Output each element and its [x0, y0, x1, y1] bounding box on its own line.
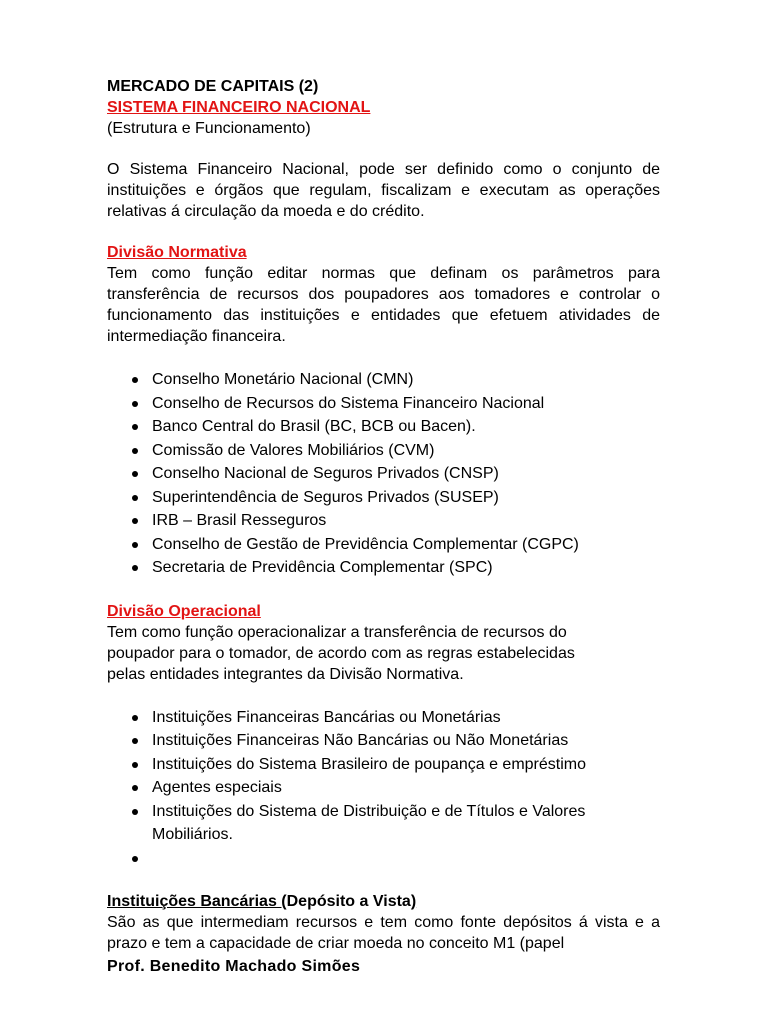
list-item: IRB – Brasil Resseguros: [107, 509, 660, 533]
bullet-icon: [132, 809, 138, 815]
document-title: MERCADO DE CAPITAIS (2): [107, 78, 319, 95]
bullet-icon: [132, 762, 138, 768]
footer-author: Prof. Benedito Machado Simões: [107, 958, 361, 975]
operacional-line-3: pelas entidades integrantes da Divisão Normativa.: [107, 665, 464, 683]
list-item: [107, 847, 660, 871]
list-item: Conselho de Gestão de Previdência Complementar (CGPC): [107, 533, 660, 557]
operacional-line-1: Tem como função operacionalizar a transferência de recursos do: [107, 623, 567, 641]
normativa-list: [107, 368, 660, 580]
document-subtitle: SISTEMA FINANCEIRO NACIONAL: [107, 99, 371, 116]
normativa-paragraph: Tem como função editar normas que definam os parâmetros para transferência de recursos dos poupadores aos tomadores e controlar o funcionamento das instituições e entidades que efetuem atividades de intermediação financeira.: [107, 265, 660, 345]
bullet-icon: [132, 424, 138, 430]
list-item: Conselho Nacional de Seguros Privados (CNSP): [107, 462, 660, 486]
bullet-icon: [132, 448, 138, 454]
bullet-icon: [132, 715, 138, 721]
intro-paragraph: O Sistema Financeiro Nacional, pode ser definido como o conjunto de instituições e órgãos que regulam, fiscalizam e executam as operações relativas á circulação da moeda e do crédito.: [107, 161, 660, 220]
list-item: Instituições do Sistema Brasileiro de poupança e empréstimo: [107, 753, 660, 777]
bullet-icon: [132, 565, 138, 571]
list-item: Secretaria de Previdência Complementar (SPC): [107, 556, 660, 580]
section-heading-operacional: Divisão Operacional: [107, 602, 261, 620]
list-item: Instituições Financeiras Não Bancárias ou Não Monetárias: [107, 729, 660, 753]
bullet-icon: [132, 401, 138, 407]
bullet-icon: [132, 471, 138, 477]
bullet-icon: [132, 738, 138, 744]
bullet-icon: [132, 518, 138, 524]
operacional-list: [107, 706, 660, 871]
section-heading-normativa: Divisão Normativa: [107, 244, 247, 261]
bullet-icon: [132, 542, 138, 548]
list-item: Agentes especiais: [107, 776, 660, 800]
list-item: Conselho de Recursos do Sistema Financeiro Nacional: [107, 392, 660, 416]
bullet-icon: [132, 377, 138, 383]
document-page: [107, 76, 660, 954]
document-subtitle-2: (Estrutura e Funcionamento): [107, 120, 311, 137]
list-item: Comissão de Valores Mobiliários (CVM): [107, 439, 660, 463]
list-item: Instituições Financeiras Bancárias ou Monetárias: [107, 706, 660, 730]
bancarias-paragraph: São as que intermediam recursos e tem como fonte depósitos á vista e a prazo e tem a capacidade de criar moeda no conceito M1 (papel: [107, 914, 660, 952]
list-item: Banco Central do Brasil (BC, BCB ou Bacen).: [107, 415, 660, 439]
section-heading-bancarias: Instituições Bancárias (Depósito a Vista): [107, 893, 417, 910]
bullet-icon: [132, 495, 138, 501]
list-item: Instituições do Sistema de Distribuição e de Títulos e Valores Mobiliários.: [107, 800, 660, 847]
bullet-icon: [132, 785, 138, 791]
operacional-line-2: poupador para o tomador, de acordo com as regras estabelecidas: [107, 644, 575, 662]
list-item: Superintendência de Seguros Privados (SUSEP): [107, 486, 660, 510]
bullet-icon: [132, 856, 138, 862]
list-item: Conselho Monetário Nacional (CMN): [107, 368, 660, 392]
